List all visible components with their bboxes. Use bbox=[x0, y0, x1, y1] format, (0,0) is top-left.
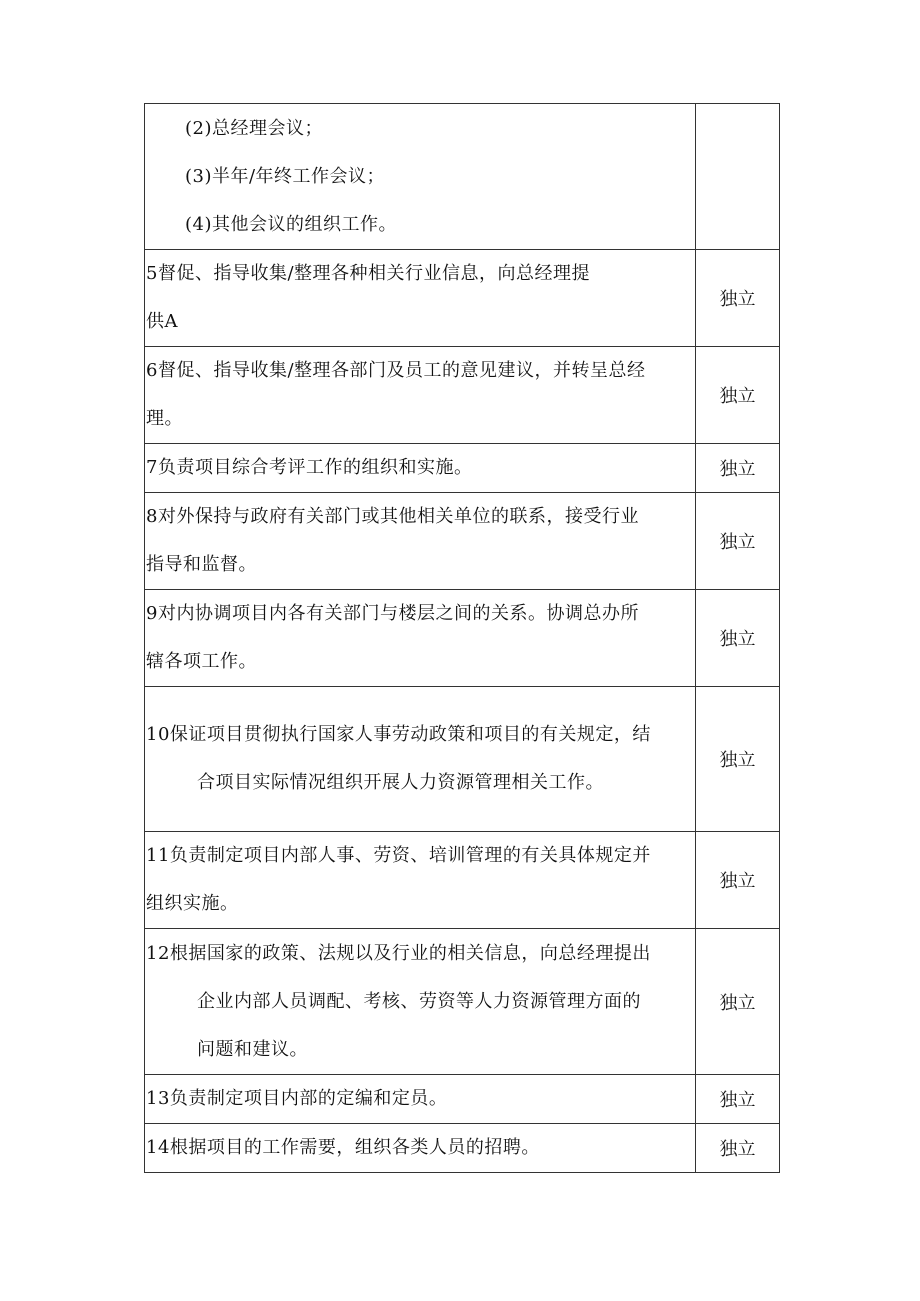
authority-cell bbox=[696, 104, 780, 250]
duty-line: 6督促、指导收集/整理各部门及员工的意见建议，并转呈总经 bbox=[146, 360, 646, 381]
table-row bbox=[145, 929, 780, 1075]
table-row bbox=[145, 444, 780, 493]
duty-line: 8对外保持与政府有关部门或其他相关单位的联系，接受行业 bbox=[146, 506, 639, 527]
authority-cell: 独立 bbox=[696, 250, 780, 347]
duty-line: 辖各项工作。 bbox=[146, 651, 257, 672]
duty-description bbox=[145, 347, 696, 444]
duty-line: 13负责制定项目内部的定编和定员。 bbox=[146, 1088, 448, 1109]
table-row bbox=[145, 687, 780, 832]
table-row bbox=[145, 832, 780, 929]
duty-table bbox=[144, 103, 780, 1173]
duty-description bbox=[145, 444, 696, 493]
duty-description bbox=[145, 1124, 696, 1173]
table-row bbox=[145, 1075, 780, 1124]
duty-description bbox=[145, 250, 696, 347]
table-row bbox=[145, 250, 780, 347]
duty-line: (2)总经理会议； bbox=[185, 117, 323, 139]
authority-cell: 独立 bbox=[696, 832, 780, 929]
duty-line: 7负责项目综合考评工作的组织和实施。 bbox=[146, 457, 473, 478]
duty-line: 9对内协调项目内各有关部门与楼层之间的关系。协调总办所 bbox=[146, 603, 639, 624]
authority-cell: 独立 bbox=[696, 347, 780, 444]
authority-cell: 独立 bbox=[696, 687, 780, 832]
authority-cell: 独立 bbox=[696, 493, 780, 590]
duty-line: 问题和建议。 bbox=[197, 1038, 308, 1060]
duty-line: 12根据国家的政策、法规以及行业的相关信息，向总经理提出 bbox=[146, 942, 651, 964]
duty-description bbox=[145, 929, 696, 1075]
authority-cell: 独立 bbox=[696, 444, 780, 493]
duty-description bbox=[145, 687, 696, 832]
duty-line: 11负责制定项目内部人事、劳资、培训管理的有关具体规定并 bbox=[146, 845, 651, 866]
duty-line: 理。 bbox=[146, 408, 183, 429]
duty-description bbox=[145, 832, 696, 929]
duty-line: 14根据项目的工作需要，组织各类人员的招聘。 bbox=[146, 1137, 540, 1158]
duty-description bbox=[145, 493, 696, 590]
authority-cell: 独立 bbox=[696, 929, 780, 1075]
authority-cell: 独立 bbox=[696, 1075, 780, 1124]
duty-line: 10保证项目贯彻执行国家人事劳动政策和项目的有关规定，结 bbox=[146, 724, 651, 745]
authority-cell: 独立 bbox=[696, 1124, 780, 1173]
duty-description bbox=[145, 590, 696, 687]
table-row bbox=[145, 493, 780, 590]
duty-line: 5督促、指导收集/整理各种相关行业信息，向总经理提 bbox=[146, 263, 591, 284]
table-row bbox=[145, 104, 780, 250]
duty-line: 供A bbox=[146, 311, 178, 332]
table-row bbox=[145, 347, 780, 444]
table-row bbox=[145, 1124, 780, 1173]
duty-line: (4)其他会议的组织工作。 bbox=[185, 213, 397, 235]
duty-line: 企业内部人员调配、考核、劳资等人力资源管理方面的 bbox=[197, 990, 641, 1012]
duty-line: 指导和监督。 bbox=[146, 554, 257, 575]
duty-line: (3)半年/年终工作会议； bbox=[185, 165, 386, 187]
duty-line: 组织实施。 bbox=[146, 893, 239, 914]
duty-description bbox=[145, 1075, 696, 1124]
table-row bbox=[145, 590, 780, 687]
duty-description bbox=[145, 104, 696, 250]
authority-cell: 独立 bbox=[696, 590, 780, 687]
duty-line: 合项目实际情况组织开展人力资源管理相关工作。 bbox=[197, 772, 604, 793]
